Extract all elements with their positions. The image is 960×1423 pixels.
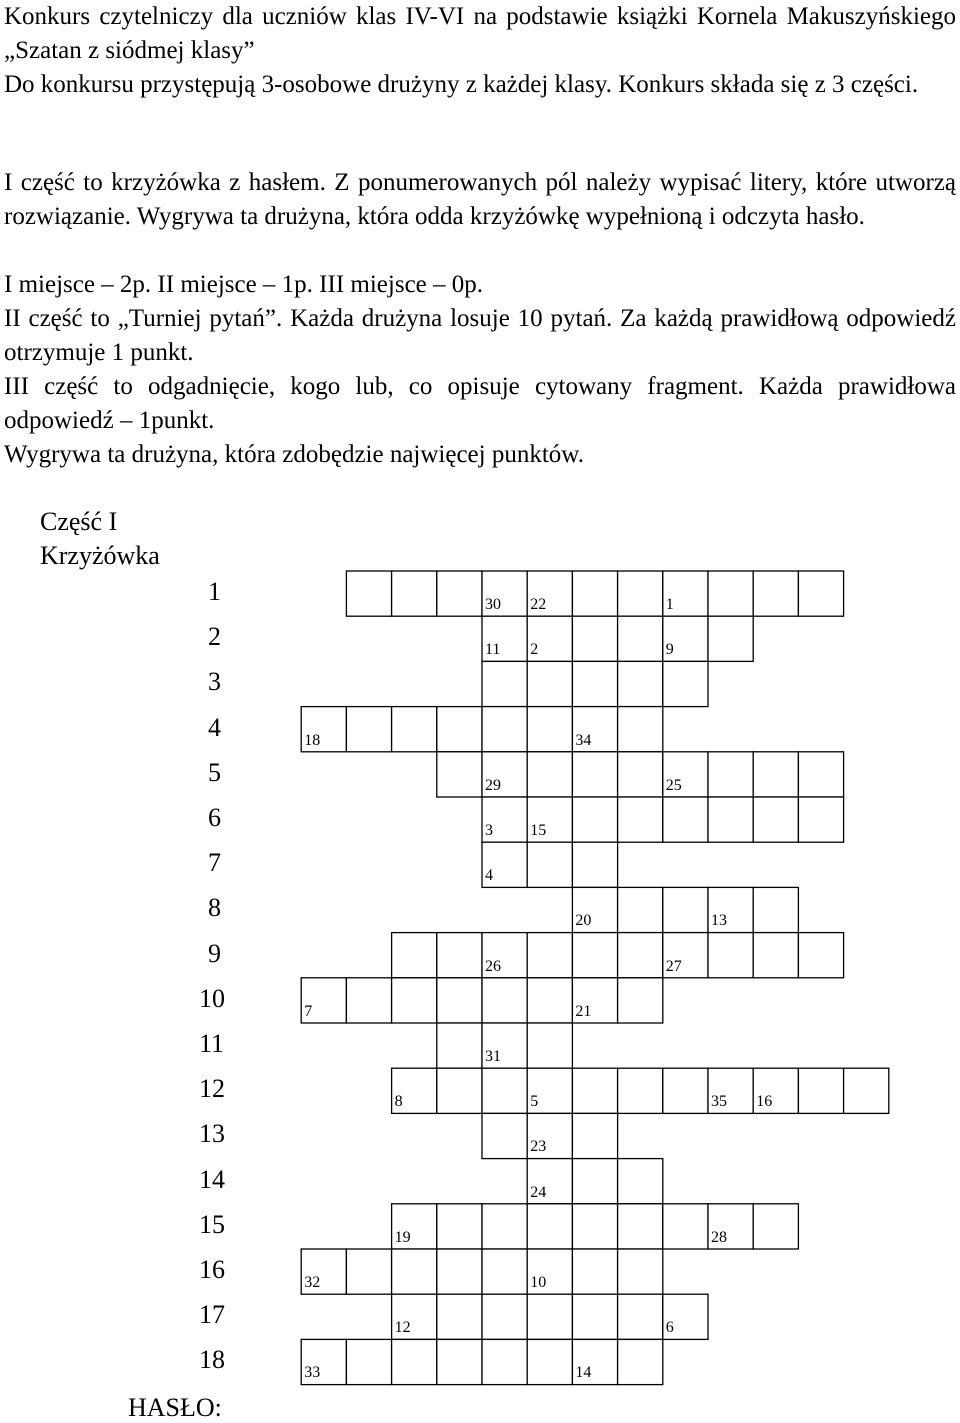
crossword-cell[interactable] bbox=[753, 933, 798, 978]
cell-number: 15 bbox=[530, 822, 547, 839]
crossword-cell[interactable] bbox=[753, 752, 798, 797]
crossword-cell[interactable] bbox=[618, 887, 663, 932]
crossword-cell[interactable] bbox=[346, 1249, 391, 1294]
cell-number: 18 bbox=[304, 731, 321, 749]
crossword-cell[interactable] bbox=[437, 752, 482, 797]
crossword-cell[interactable] bbox=[572, 752, 617, 797]
crossword-cell[interactable] bbox=[663, 1204, 708, 1249]
crossword-cell[interactable] bbox=[798, 933, 843, 978]
cell-number: 30 bbox=[485, 596, 501, 613]
crossword-cell[interactable] bbox=[527, 707, 572, 752]
crossword-cell[interactable] bbox=[618, 661, 663, 706]
crossword-cell[interactable] bbox=[527, 933, 572, 978]
crossword-cell[interactable] bbox=[437, 1204, 482, 1249]
crossword-cell[interactable] bbox=[392, 571, 437, 616]
crossword-cell[interactable] bbox=[527, 842, 572, 887]
crossword-cell[interactable] bbox=[618, 707, 663, 752]
crossword-cell[interactable] bbox=[663, 1068, 708, 1113]
crossword-cell[interactable] bbox=[618, 571, 663, 616]
crossword-cell[interactable] bbox=[572, 1294, 617, 1339]
crossword-cell[interactable] bbox=[482, 707, 527, 752]
crossword-cell[interactable] bbox=[482, 1113, 527, 1158]
crossword-cell[interactable] bbox=[798, 1068, 843, 1113]
row-number: 8 bbox=[208, 893, 221, 923]
crossword-cell[interactable] bbox=[392, 978, 437, 1023]
cell-number: 7 bbox=[304, 1002, 313, 1020]
cell-number: 31 bbox=[485, 1048, 501, 1065]
crossword-cell[interactable] bbox=[618, 978, 663, 1023]
row-number: 12 bbox=[199, 1074, 225, 1104]
cell-number: 12 bbox=[394, 1319, 411, 1337]
cell-number: 11 bbox=[485, 641, 501, 659]
crossword-cell[interactable] bbox=[482, 1339, 527, 1384]
crossword-cell[interactable] bbox=[392, 1249, 437, 1294]
crossword-cell[interactable] bbox=[437, 1023, 482, 1068]
crossword-cell[interactable] bbox=[618, 1204, 663, 1249]
row-number: 4 bbox=[208, 712, 221, 742]
crossword-cell[interactable] bbox=[527, 1204, 572, 1249]
crossword-cell[interactable] bbox=[437, 707, 482, 752]
crossword-cell[interactable] bbox=[482, 978, 527, 1023]
cell-number: 2 bbox=[530, 641, 539, 659]
crossword-cell[interactable] bbox=[708, 797, 753, 842]
crossword-cell[interactable] bbox=[618, 616, 663, 661]
crossword-cell[interactable] bbox=[572, 1204, 617, 1249]
crossword-cell[interactable] bbox=[753, 887, 798, 932]
crossword-cell[interactable] bbox=[346, 571, 391, 616]
crossword-cell[interactable] bbox=[527, 1294, 572, 1339]
crossword-cell[interactable] bbox=[844, 1068, 889, 1113]
cell-number: 34 bbox=[575, 731, 592, 749]
cell-number: 24 bbox=[530, 1183, 547, 1201]
crossword-cell[interactable] bbox=[572, 1113, 617, 1158]
row-number: 10 bbox=[199, 983, 225, 1013]
intro-part2: II część to „Turniej pytań”. Każda drużyna losuje 10 pytań. Za każdą prawidłową odpowiedź otrzymuje 1 punkt. bbox=[4, 305, 956, 366]
cell-number: 13 bbox=[711, 912, 727, 930]
crossword-cell[interactable] bbox=[437, 1294, 482, 1339]
cell-number: 27 bbox=[665, 957, 682, 975]
crossword-cell[interactable] bbox=[346, 978, 391, 1023]
crossword-cell[interactable] bbox=[572, 616, 617, 661]
cell-number: 1 bbox=[665, 596, 674, 613]
row-number: 17 bbox=[199, 1300, 225, 1330]
crossword-cell[interactable] bbox=[437, 978, 482, 1023]
cell-number: 5 bbox=[530, 1093, 539, 1111]
crossword-cell[interactable] bbox=[572, 1249, 617, 1294]
row-number: 2 bbox=[208, 622, 221, 652]
crossword-cell[interactable] bbox=[482, 1068, 527, 1113]
crossword-cell[interactable] bbox=[753, 797, 798, 842]
crossword-cell[interactable] bbox=[618, 752, 663, 797]
crossword-cell[interactable] bbox=[753, 1204, 798, 1249]
cell-number: 8 bbox=[394, 1093, 403, 1111]
crossword-cell[interactable] bbox=[572, 1068, 617, 1113]
intro-winner: Wygrywa ta drużyna, która zdobędzie najwięcej punktów. bbox=[4, 441, 584, 468]
cell-number: 20 bbox=[575, 912, 592, 930]
intro-title: Konkurs czytelniczy dla uczniów klas IV-VI na podstawie książki Kornela Makuszyńskiego „Szatan z siódmej klasy” bbox=[4, 3, 956, 64]
crossword-cell[interactable] bbox=[346, 1339, 391, 1384]
crossword-cell[interactable] bbox=[618, 797, 663, 842]
cell-number: 29 bbox=[485, 776, 501, 794]
crossword-cell[interactable] bbox=[437, 1339, 482, 1384]
cell-number: 21 bbox=[575, 1002, 592, 1020]
cell-number: 16 bbox=[756, 1093, 773, 1111]
row-number: 7 bbox=[208, 848, 221, 878]
cell-number: 32 bbox=[304, 1274, 321, 1291]
crossword-cell[interactable] bbox=[572, 842, 617, 887]
row-number: 3 bbox=[208, 667, 221, 697]
row-number: 6 bbox=[208, 803, 221, 832]
crossword-cell[interactable] bbox=[798, 797, 843, 842]
row-number: 15 bbox=[199, 1209, 225, 1239]
cell-number: 3 bbox=[485, 822, 493, 839]
cell-number: 22 bbox=[530, 596, 547, 613]
crossword-cell[interactable] bbox=[753, 571, 798, 616]
intro-part1: I część to krzyżówka z hasłem. Z ponumerowanych pól należy wypisać litery, które utworzą rozwiązanie. Wygrywa ta drużyna, która odda krzyżówkę wypełnioną i odczyta hasło. bbox=[4, 169, 956, 230]
cell-number: 6 bbox=[665, 1319, 674, 1337]
crossword-cell[interactable] bbox=[798, 571, 843, 616]
crossword-cell[interactable] bbox=[527, 752, 572, 797]
crossword-cell[interactable] bbox=[392, 1339, 437, 1384]
part-label: Część I bbox=[40, 507, 118, 536]
crossword-cell[interactable] bbox=[392, 707, 437, 752]
cell-number: 14 bbox=[575, 1364, 592, 1382]
crossword-cell[interactable] bbox=[346, 707, 391, 752]
crossword-cell[interactable] bbox=[572, 933, 617, 978]
crossword-cell[interactable] bbox=[482, 1249, 527, 1294]
intro-part3: III część to odgadnięcie, kogo lub, co opisuje cytowany fragment. Każda prawidłowa odpowiedź – 1punkt. bbox=[4, 373, 956, 434]
row-number: 11 bbox=[199, 1029, 225, 1058]
row-number: 18 bbox=[199, 1345, 225, 1375]
crossword-cell[interactable] bbox=[663, 797, 708, 842]
crossword-cell[interactable] bbox=[572, 571, 617, 616]
row-number: 1 bbox=[208, 577, 221, 606]
crossword-cell[interactable] bbox=[527, 661, 572, 706]
row-number: 13 bbox=[199, 1119, 225, 1149]
crossword-cell[interactable] bbox=[618, 1159, 663, 1204]
crossword-title: Krzyżówka bbox=[40, 541, 160, 570]
row-number: 14 bbox=[199, 1164, 225, 1194]
crossword-cell[interactable] bbox=[572, 661, 617, 706]
crossword-cell[interactable] bbox=[527, 1023, 572, 1068]
cell-number: 19 bbox=[394, 1228, 411, 1246]
cell-number: 10 bbox=[530, 1274, 547, 1291]
cell-number: 4 bbox=[485, 867, 493, 885]
cell-number: 9 bbox=[665, 641, 674, 659]
crossword-cell[interactable] bbox=[482, 661, 527, 706]
answer-label: HASŁO: bbox=[128, 1393, 222, 1422]
crossword-cell[interactable] bbox=[708, 571, 753, 616]
crossword-cell[interactable] bbox=[527, 978, 572, 1023]
intro-places: I miejsce – 2p. II miejsce – 1p. III miejsce – 0p. bbox=[4, 271, 484, 298]
cell-number: 25 bbox=[665, 776, 682, 794]
crossword-cell[interactable] bbox=[527, 1339, 572, 1384]
crossword-cell[interactable] bbox=[708, 752, 753, 797]
crossword-cell[interactable] bbox=[798, 752, 843, 797]
crossword-cell[interactable] bbox=[663, 887, 708, 932]
cell-number: 23 bbox=[530, 1138, 547, 1156]
crossword-cell[interactable] bbox=[437, 933, 482, 978]
crossword-cell[interactable] bbox=[392, 933, 437, 978]
cell-number: 26 bbox=[485, 957, 501, 975]
crossword-cell[interactable] bbox=[437, 1249, 482, 1294]
crossword-cell[interactable] bbox=[572, 1159, 617, 1204]
crossword-cell[interactable] bbox=[618, 1249, 663, 1294]
intro-teams: Do konkursu przystępują 3-osobowe drużyny z każdej klasy. Konkurs składa się z 3 części. bbox=[4, 71, 919, 98]
cell-number: 33 bbox=[304, 1364, 321, 1382]
row-number: 5 bbox=[208, 757, 221, 787]
cell-number: 35 bbox=[711, 1093, 727, 1111]
row-number: 9 bbox=[208, 938, 221, 968]
crossword-cell[interactable] bbox=[663, 661, 708, 706]
crossword-cell[interactable] bbox=[572, 797, 617, 842]
crossword-cell[interactable] bbox=[437, 571, 482, 616]
cell-number: 28 bbox=[711, 1228, 727, 1246]
crossword-cell[interactable] bbox=[708, 616, 753, 661]
crossword-cell[interactable] bbox=[708, 933, 753, 978]
crossword-cell[interactable] bbox=[618, 1339, 663, 1384]
crossword-cell[interactable] bbox=[437, 1068, 482, 1113]
crossword-cell[interactable] bbox=[618, 1068, 663, 1113]
crossword-cell[interactable] bbox=[482, 1204, 527, 1249]
row-number: 16 bbox=[199, 1255, 225, 1284]
crossword-cell[interactable] bbox=[618, 933, 663, 978]
crossword-cell[interactable] bbox=[618, 1294, 663, 1339]
crossword-cell[interactable] bbox=[482, 1294, 527, 1339]
